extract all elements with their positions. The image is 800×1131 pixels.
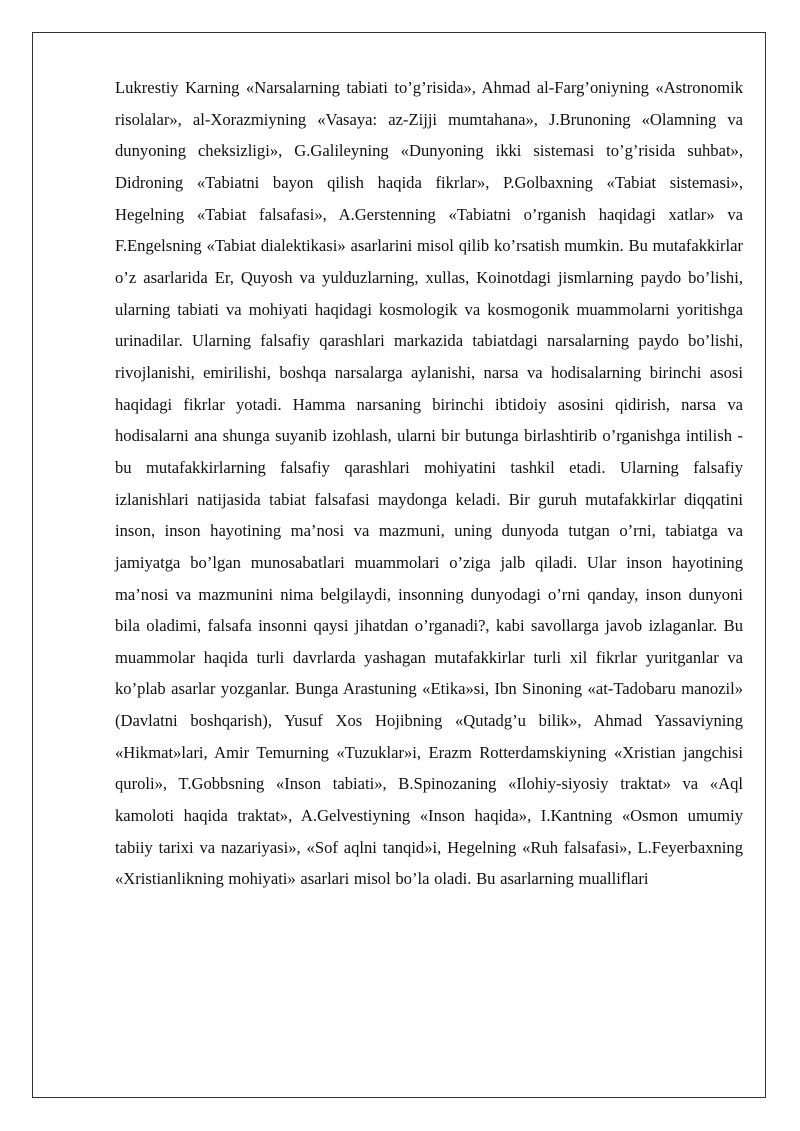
body-paragraph: Lukrestiy Karning «Narsalarning tabiati to’g’risida», Ahmad al-Farg’oniyning «Astronomik risolalar», al-Xorazmiyning «Vasaya: az-Zijji mumtahana», J.Brunoning «Olamning va dunyoning cheksizligi», G.Galileyning «Dunyoning ikki sistemasi to’g’risida suhbat», Didroning «Tabiatni bayon qilish haqida fikrlar», P.Golbaxning «Tabiat sistemasi», Hegelning «Tabiat falsafasi», A.Gerstenning «Tabiatni o’rganish haqidagi xatlar» va F.Engelsning «Tabiat dialektikasi» asarlarini misol qilib ko’rsatish mumkin. Bu mutafakkirlar o’z asarlarida Er, Quyosh va yulduzlarning, xullas, Koinotdagi jismlarning paydo bo’lishi, ularning tabiati va mohiyati haqidagi kosmologik va kosmogonik muammolarni yoritishga urinadilar. Ularning falsafiy qarashlari markazida tabiatdagi narsalarning paydo bo’lishi, rivojlanishi, emirilishi, boshqa narsalarga aylanishi, narsa va hodisalarning birinchi asosi haqidagi fikrlar yotadi. Hamma narsaning birinchi ibtidoiy asosini qidirish, narsa va hodisalarni ana shunga suyanib izohlash, ularni bir butunga birlashtirib o’rganishga intilish - bu mutafakkirlarning falsafiy qarashlari mohiyatini tashkil etadi. Ularning falsafiy izlanishlari natijasida tabiat falsafasi maydonga keladi. Bir guruh mutafakkirlar diqqatini inson, inson hayotining ma’nosi va mazmuni, uning dunyoda tutgan o’rni, tabiatga va jamiyatga bo’lgan munosabatlari muammolari o’ziga jalb qiladi. Ular inson hayotining ma’nosi va mazmunini nima belgilaydi, insonning dunyodagi o’rni qanday, inson dunyoni bila oladimi, falsafa insonni qaysi jihatdan o’rganadi?, kabi savollarga javob izlaganlar. Bu muammolar haqida turli davrlarda yashagan mutafakkirlar turli xil fikrlar yuritganlar va ko’plab asarlar yozganlar. Bunga Arastuning «Etika»si, Ibn Sinoning «at-Tadobaru manozil» (Davlatni boshqarish), Yusuf Xos Hojibning «Qutadg’u bilik», Ahmad Yassaviyning «Hikmat»lari, Amir Temurning «Tuzuklar»i, Erazm Rotterdamskiyning «Xristian jangchisi quroli», T.Gobbsning «Inson tabiati», B.Spinozaning «Ilohiy-siyosiy traktat» va «Aql kamoloti haqida traktat», A.Gelvestiyning «Inson haqida», I.Kantning «Osmon umumiy tabiiy tarixi va nazariyasi», «Sof aqlni tanqid»i, Hegelning «Ruh falsafasi», L.Feyerbaxning «Xristianlikning mohiyati» asarlari misol bo’la oladi. Bu asarlarning mualliflari [115, 78, 743, 889]
